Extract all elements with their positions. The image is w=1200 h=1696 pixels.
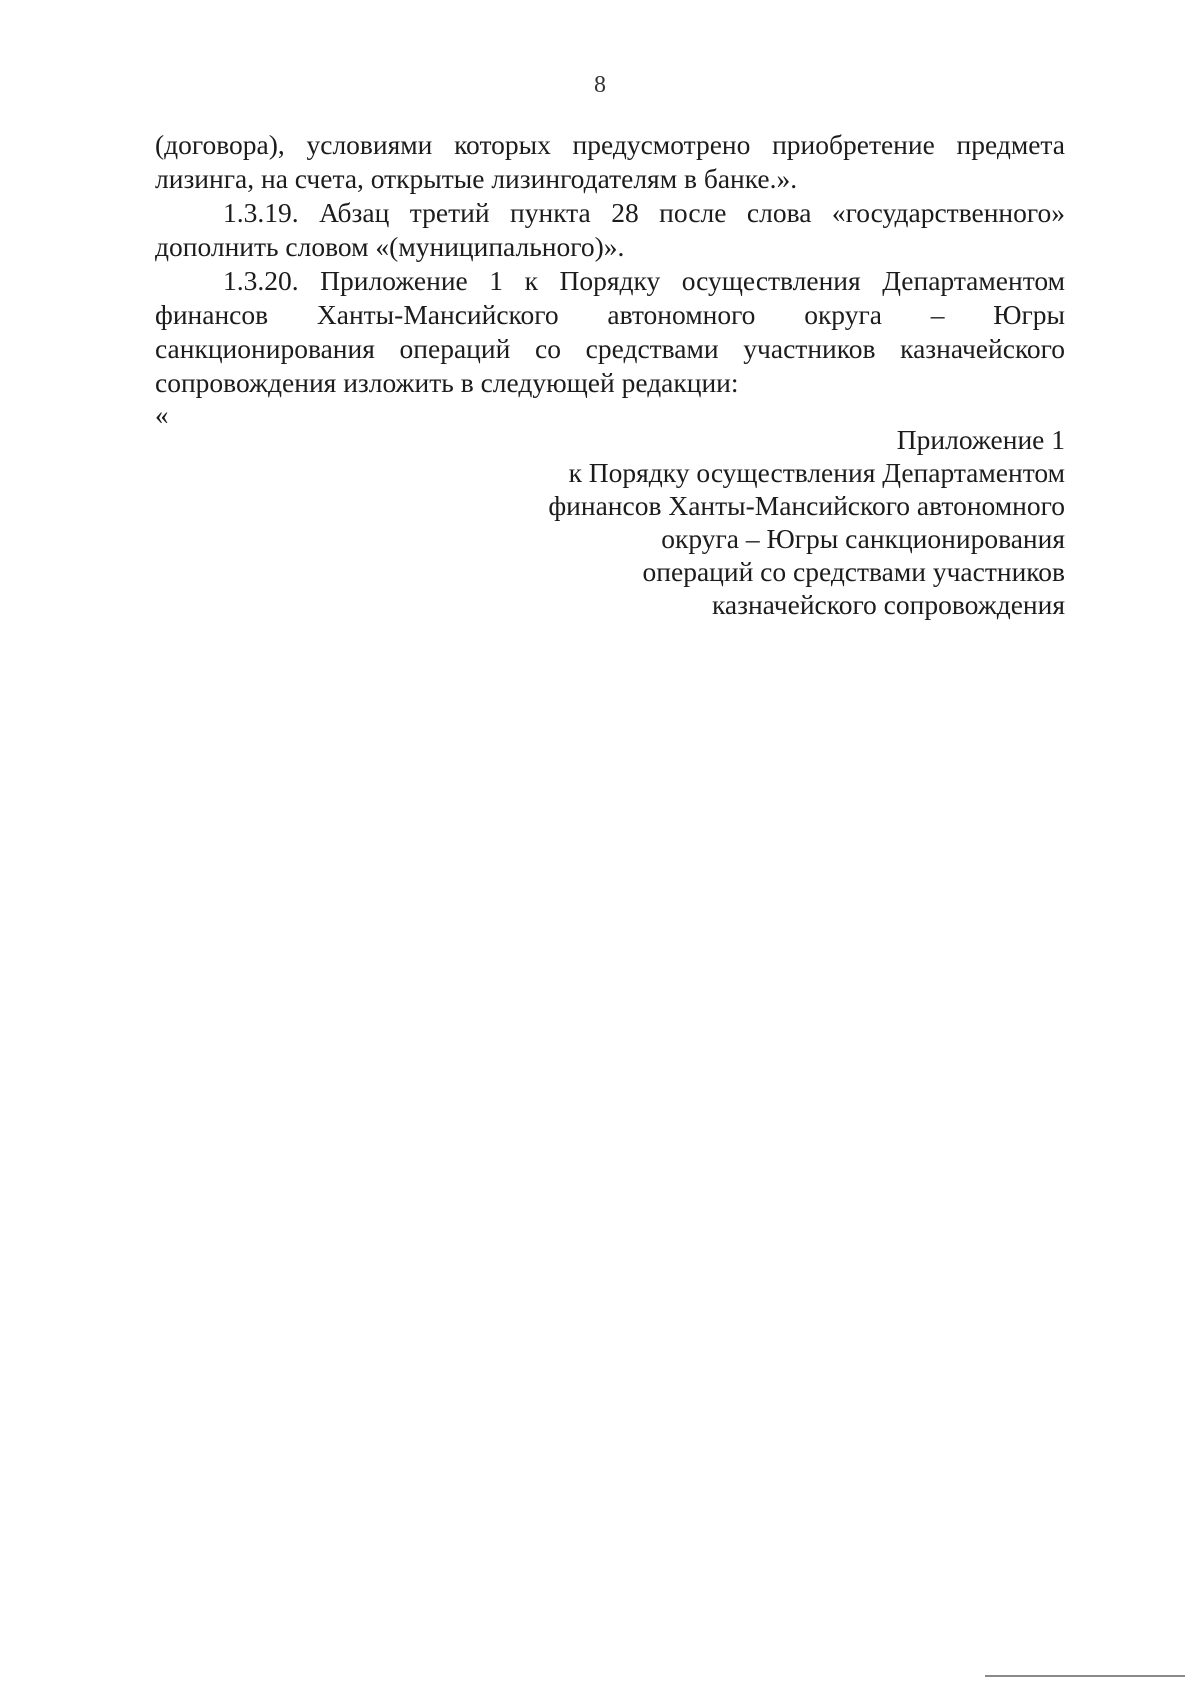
appendix-subtitle-line: округа – Югры санкционирования: [661, 523, 1065, 554]
text-line: (договора), условиями которых предусмотрено приобретение предмета: [155, 129, 1065, 160]
text-line: санкционирования операций со средствами участников казначейского: [155, 333, 1065, 364]
paragraph-1-3-20: [155, 264, 1065, 400]
opening-quote-mark: «: [155, 400, 169, 430]
appendix-subtitle-line: финансов Ханты-Мансийского автономного: [548, 490, 1065, 521]
text-line: лизинга, на счета, открытые лизингодателям в банке.».: [155, 163, 798, 194]
body-text: [155, 128, 1065, 400]
text-line: финансов Ханты-Мансийского автономного округа – Югры: [155, 299, 1065, 330]
appendix-subtitle-line: казначейского сопровождения: [711, 589, 1065, 620]
text-line: 1.3.19. Абзац третий пункта 28 после слова «государственного»: [223, 197, 1065, 228]
text-line: 1.3.20. Приложение 1 к Порядку осуществления Департаментом: [223, 265, 1065, 296]
appendix-title: Приложение 1: [896, 424, 1065, 455]
appendix-subtitle-line: операций со средствами участников: [642, 556, 1065, 587]
text-line: дополнить словом «(муниципального)».: [155, 231, 625, 262]
appendix-heading-block: [445, 423, 1065, 621]
footer-divider: [985, 1675, 1185, 1677]
appendix-subtitle-line: к Порядку осуществления Департаментом: [568, 457, 1065, 488]
paragraph-1-3-19: [155, 196, 1065, 264]
paragraph-leasing-accounts: [155, 128, 1065, 196]
page-number: 8: [594, 72, 606, 98]
text-line: сопровождения изложить в следующей редакции:: [155, 367, 739, 398]
